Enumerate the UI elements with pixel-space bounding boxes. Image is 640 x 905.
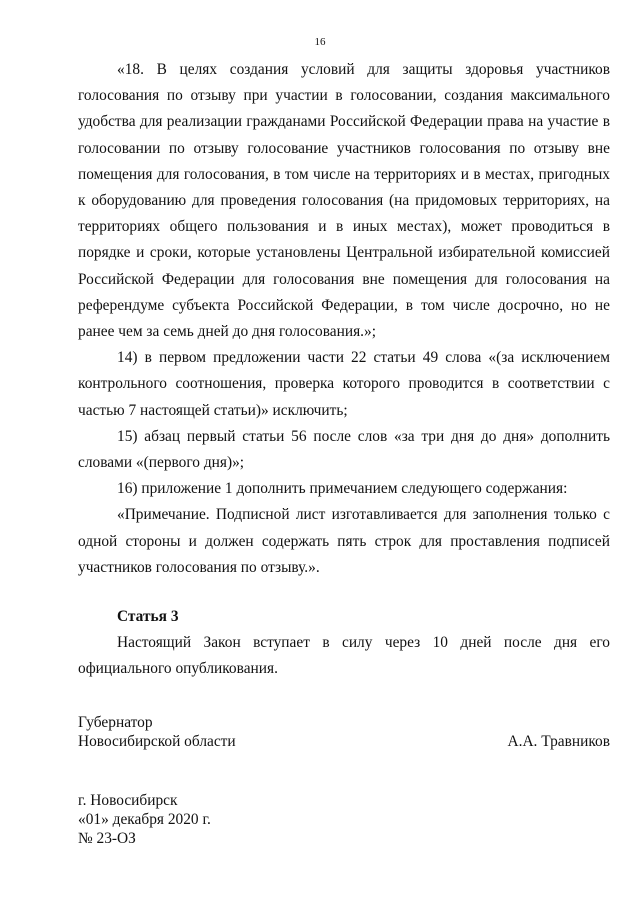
signatory-title-line-1: Губернатор bbox=[78, 714, 153, 731]
signatory-name: А.А. Травников bbox=[507, 733, 610, 750]
place-date-block bbox=[78, 791, 211, 848]
paragraph-item-16: 16) приложение 1 дополнить примечанием следующего содержания: bbox=[117, 480, 568, 498]
article-3-heading: Статья 3 bbox=[117, 608, 179, 625]
signatory-title-line-2: Новосибирской области bbox=[78, 733, 236, 750]
paragraph-item-18: «18. В целях создания условий для защиты здоровья участников голосования по отзыву при участии в голосовании, создания максимального удобства для реализации гражданами Российской Федерации права на участие в голосовании по отзыву голосование участников голосования по отзыву вне помещения для голосования, в том числе на территориях и в местах, пригодных к оборудованию для проведения голосования (на придомовых территориях, на территориях общего пользования и в иных местах), может проводиться в порядке и сроки, которые установлены Центральной избирательной комиссией Российской Федерации для голосования вне помещения для голосования на референдуме субъекта Российской Федерации, в том числе досрочно, но не ранее чем за семь дней до дня голосования.»; bbox=[78, 61, 610, 341]
law-date: «01» декабря 2020 г. bbox=[78, 811, 211, 828]
paragraph-note: «Примечание. Подписной лист изготавливается для заполнения только с одной стороны и должен содержать пять строк для проставления подписей участников голосования по отзыву.». bbox=[78, 506, 610, 576]
article-3-body bbox=[78, 630, 610, 682]
law-number: № 23-ОЗ bbox=[78, 830, 136, 847]
article-3-text: Настоящий Закон вступает в силу через 10 дней после дня его официального опубликования. bbox=[78, 634, 610, 677]
amendments-text bbox=[78, 57, 610, 581]
paragraph-item-14: 14) в первом предложении части 22 статьи 49 слова «(за исключением контрольного соотношения, проверка которого проводится в соответствии с частью 7 настоящей статьи)» исключить; bbox=[78, 349, 610, 419]
page-number: 16 bbox=[314, 36, 326, 48]
signature-row bbox=[78, 732, 610, 751]
paragraph-item-15: 15) абзац первый статьи 56 после слов «за три дня до дня» дополнить словами «(первого дня)»; bbox=[78, 427, 610, 472]
signature-block bbox=[78, 713, 610, 751]
place-city: г. Новосибирск bbox=[78, 792, 178, 809]
